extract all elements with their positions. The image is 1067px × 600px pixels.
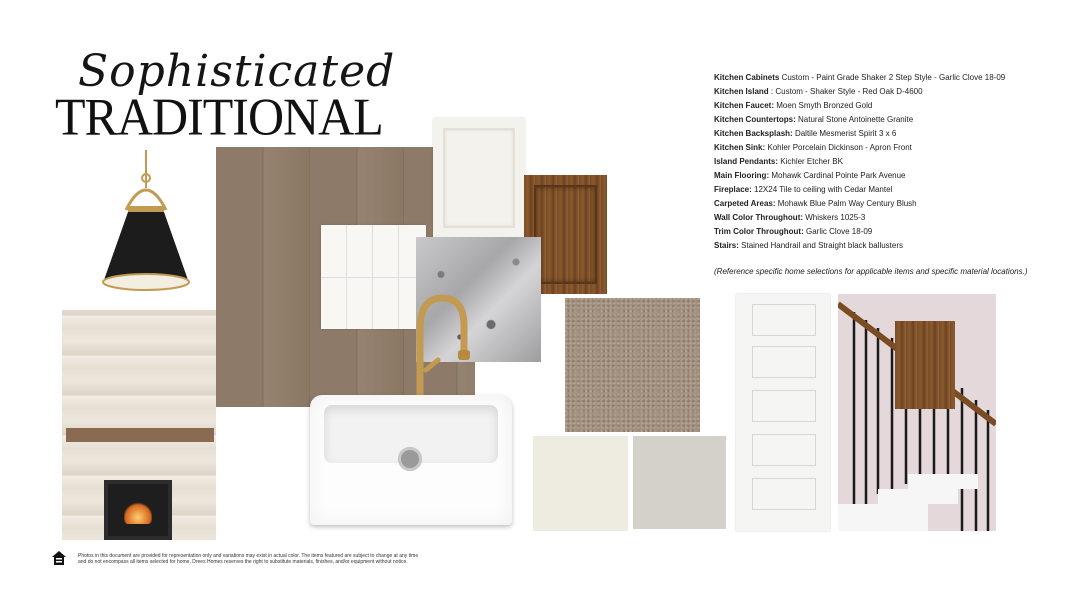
title-block: TRADITIONAL xyxy=(55,87,383,146)
equal-housing-icon xyxy=(51,550,67,566)
pendant-light-image xyxy=(98,150,198,295)
interior-door-image xyxy=(736,294,830,531)
spec-row: Wall Color Throughout: Whiskers 1025-3 xyxy=(714,213,866,222)
spec-row: Fireplace: 12X24 Tile to ceiling with Cedar Mantel xyxy=(714,185,893,194)
spec-row: Kitchen Cabinets Custom - Paint Grade Shaker 2 Step Style - Garlic Clove 18-09 xyxy=(714,73,1006,82)
spec-list xyxy=(714,71,1054,253)
spec-row: Carpeted Areas: Mohawk Blue Palm Way Century Blush xyxy=(714,199,917,208)
spec-row: Trim Color Throughout: Garlic Clove 18-09 xyxy=(714,227,873,236)
disclaimer-line: Photos in this document are provided for representation only and variations may exist in actual color. The items featured are subject to change at any time xyxy=(78,553,419,559)
carpet-swatch xyxy=(565,298,700,432)
reference-note: (Reference specific home selections for applicable items and specific material locations.) xyxy=(714,267,1028,276)
spec-row: Main Flooring: Mohawk Cardinal Pointe Park Avenue xyxy=(714,171,906,180)
disclaimer-line: and do not encompass all items selected for home. Drees Homes reserves the right to substitute materials, finishes, and/or equipment without notice. xyxy=(78,559,408,565)
trim-color-swatch xyxy=(633,436,726,529)
spec-row: Kitchen Countertops: Natural Stone Antoinette Granite xyxy=(714,115,914,124)
disclaimer xyxy=(78,553,478,565)
faucet-image xyxy=(398,290,478,410)
title-script: Sophisticated xyxy=(78,46,396,97)
spec-row: Stairs: Stained Handrail and Straight black ballusters xyxy=(714,241,904,250)
wall-color-swatch xyxy=(533,436,628,531)
spec-row: Kitchen Faucet: Moen Smyth Bronzed Gold xyxy=(714,101,873,110)
handrail-stain-swatch xyxy=(895,321,955,409)
spec-row: Kitchen Sink: Kohler Porcelain Dickinson - Apron Front xyxy=(714,143,912,152)
drain-icon xyxy=(398,447,422,471)
mantel-image xyxy=(66,428,214,442)
farmhouse-sink-image xyxy=(310,395,512,525)
cabinet-door-swatch xyxy=(433,118,525,238)
fireplace-insert-image xyxy=(104,480,172,540)
spec-row: Kitchen Backsplash: Daltile Mesmerist Spirit 3 x 6 xyxy=(714,129,897,138)
spec-row: Island Pendants: Kichler Etcher BK xyxy=(714,157,843,166)
spec-row: Kitchen Island : Custom - Shaker Style - Red Oak D-4600 xyxy=(714,87,923,96)
